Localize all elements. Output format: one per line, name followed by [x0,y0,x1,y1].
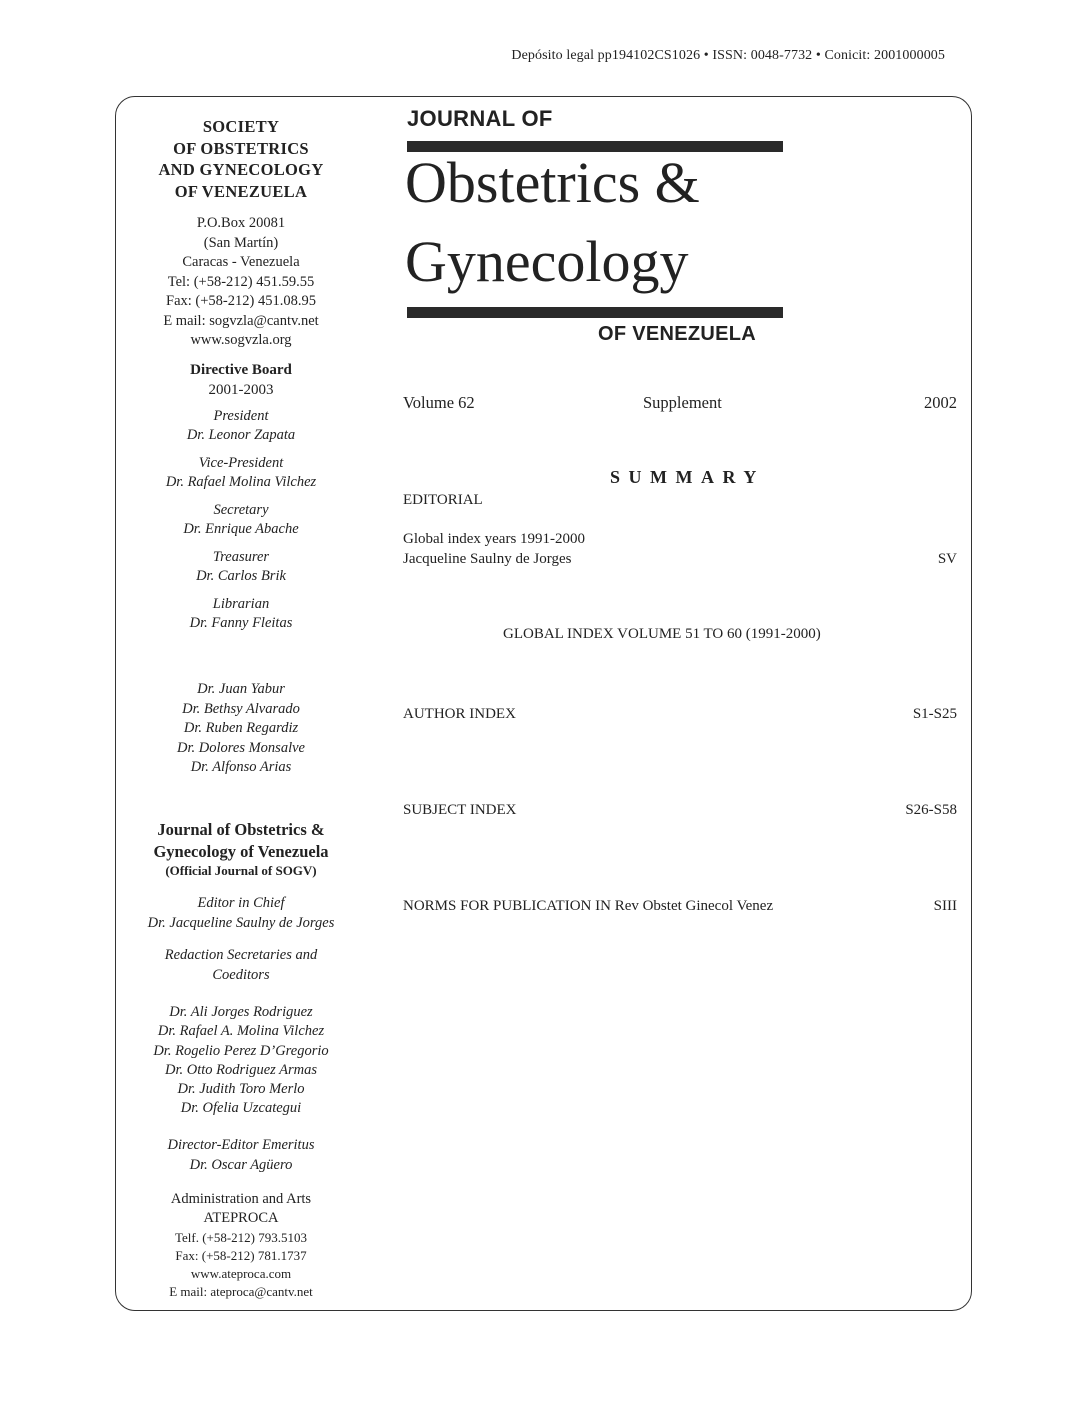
society-name [118,116,364,202]
issue-year: 2002 [924,393,957,412]
society-name-line: AND GYNECOLOGY [158,160,324,179]
toc-editorial-title: Global index years 1991-2000 [403,531,586,547]
legal-deposit-line: Depósito legal pp194102CS1026 • ISSN: 0048-7732 • Conicit: 2001000005 [511,48,945,63]
coeditor: Dr. Rogelio Perez D’Gregorio [153,1042,329,1059]
board-member: Dr. Juan Yabur [197,681,285,697]
coeditor: Dr. Ofelia Uzcategui [180,1100,302,1117]
society-contact [118,214,364,351]
board-role: Vice-President [198,455,284,471]
board-role-name: Dr. Rafael Molina Vilchez [165,474,317,490]
contact-line: Caracas - Venezuela [182,254,300,270]
director-emeritus [118,1135,364,1175]
admin-contact-line: www.ateproca.com [190,1266,292,1281]
contact-line: Tel: (+58-212) 451.59.55 [167,273,315,290]
redaction-line: Coeditors [212,967,270,983]
board-member: Dr. Dolores Monsalve [177,739,305,756]
directive-board-years: 2001-2003 [208,381,274,398]
board-role-name: Dr. Carlos Brik [196,568,286,584]
summary-heading: SUMMARY [610,467,765,487]
journal-name-line: Journal of Obstetrics & [157,820,325,839]
admin-title: Administration and Arts [170,1191,312,1207]
masthead-of-venezuela: OF VENEZUELA [598,323,757,345]
redaction-line: Redaction Secretaries and [164,947,318,963]
toc-editorial-label: EDITORIAL [403,492,483,508]
toc-subject-index: SUBJECT INDEX [403,802,517,818]
board-roles [118,407,364,642]
contact-line: Fax: (+58-212) 451.08.95 [166,293,316,309]
emeritus-role: Director-Editor Emeritus [167,1137,315,1153]
admin-name: ATEPROCA [203,1210,279,1226]
board-role-entry [118,407,364,445]
emeritus-name: Dr. Oscar Agüero [189,1157,293,1173]
coeditor: Dr. Ali Jorges Rodriguez [169,1004,313,1020]
editor-in-chief [118,893,364,933]
editor-role: Editor in Chief [197,895,285,911]
contact-line: www.sogvzla.org [190,332,292,348]
redaction-heading [118,945,364,985]
admin-contact-line: Telf. (+58-212) 793.5103 [174,1230,308,1245]
toc-editorial-page: SV [937,551,957,567]
editor-name: Dr. Jacqueline Saulny de Jorges [147,915,335,931]
toc-author-index: AUTHOR INDEX [403,706,516,722]
issue-volume: Volume 62 [403,393,475,412]
toc-norms: NORMS FOR PUBLICATION IN Rev Obstet Ginecol Venez [403,898,774,914]
coeditor: Dr. Judith Toro Merlo [177,1081,305,1098]
coeditor: Dr. Otto Rodriguez Armas [165,1061,317,1078]
board-role: President [213,408,269,424]
board-member: Dr. Bethsy Alvarado [182,700,300,717]
board-role: Librarian [212,596,270,612]
masthead-title-line2: Gynecology [405,229,689,294]
board-role-name: Dr. Enrique Abache [183,521,299,537]
society-name-line: OF OBSTETRICS [173,138,309,158]
coeditors-list [118,1003,364,1119]
board-member: Dr. Alfonso Arias [190,759,292,775]
coeditor: Dr. Rafael A. Molina Vilchez [157,1023,325,1040]
toc-editorial-author: Jacqueline Saulny de Jorges [403,551,572,567]
toc-norms-page: SIII [933,898,957,914]
board-role: Treasurer [212,549,270,565]
contact-line: (San Martín) [203,234,279,251]
contact-line: E mail: sogvzla@cantv.net [163,312,319,329]
society-name-line: SOCIETY [202,117,280,136]
issue-supplement: Supplement [643,393,722,412]
board-role-name: Dr. Fanny Fleitas [189,615,293,631]
board-members [118,680,364,778]
toc-global-index: GLOBAL INDEX VOLUME 51 TO 60 (1991-2000) [503,626,821,642]
journal-name [118,819,364,863]
board-role-entry [118,501,364,539]
directive-board-heading [118,361,364,400]
board-role-name: Dr. Leonor Zapata [186,427,296,443]
toc-author-index-pages: S1-S25 [912,706,957,722]
contact-line: P.O.Box 20081 [196,215,286,231]
board-member: Dr. Ruben Regardiz [183,720,299,736]
directive-board-title: Directive Board [190,362,292,378]
masthead-title-line1: Obstetrics & [405,150,700,215]
board-role-entry [118,595,364,633]
board-role: Secretary [213,502,269,518]
journal-name-line: Gynecology of Venezuela [153,842,329,861]
board-role-entry [118,548,364,586]
admin-contact-line: E mail: ateproca@cantv.net [169,1284,313,1299]
admin-contact-line: Fax: (+58-212) 781.1737 [175,1248,307,1263]
administration [118,1190,364,1228]
journal-official-subtitle: (Official Journal of SOGV) [165,863,317,878]
toc-subject-index-pages: S26-S58 [905,802,957,818]
masthead-bottom-rule [407,307,783,318]
masthead-journal-of: JOURNAL OF [407,106,553,131]
society-name-line: OF VENEZUELA [174,181,308,201]
administration-contact [118,1229,364,1301]
board-role-entry [118,454,364,492]
